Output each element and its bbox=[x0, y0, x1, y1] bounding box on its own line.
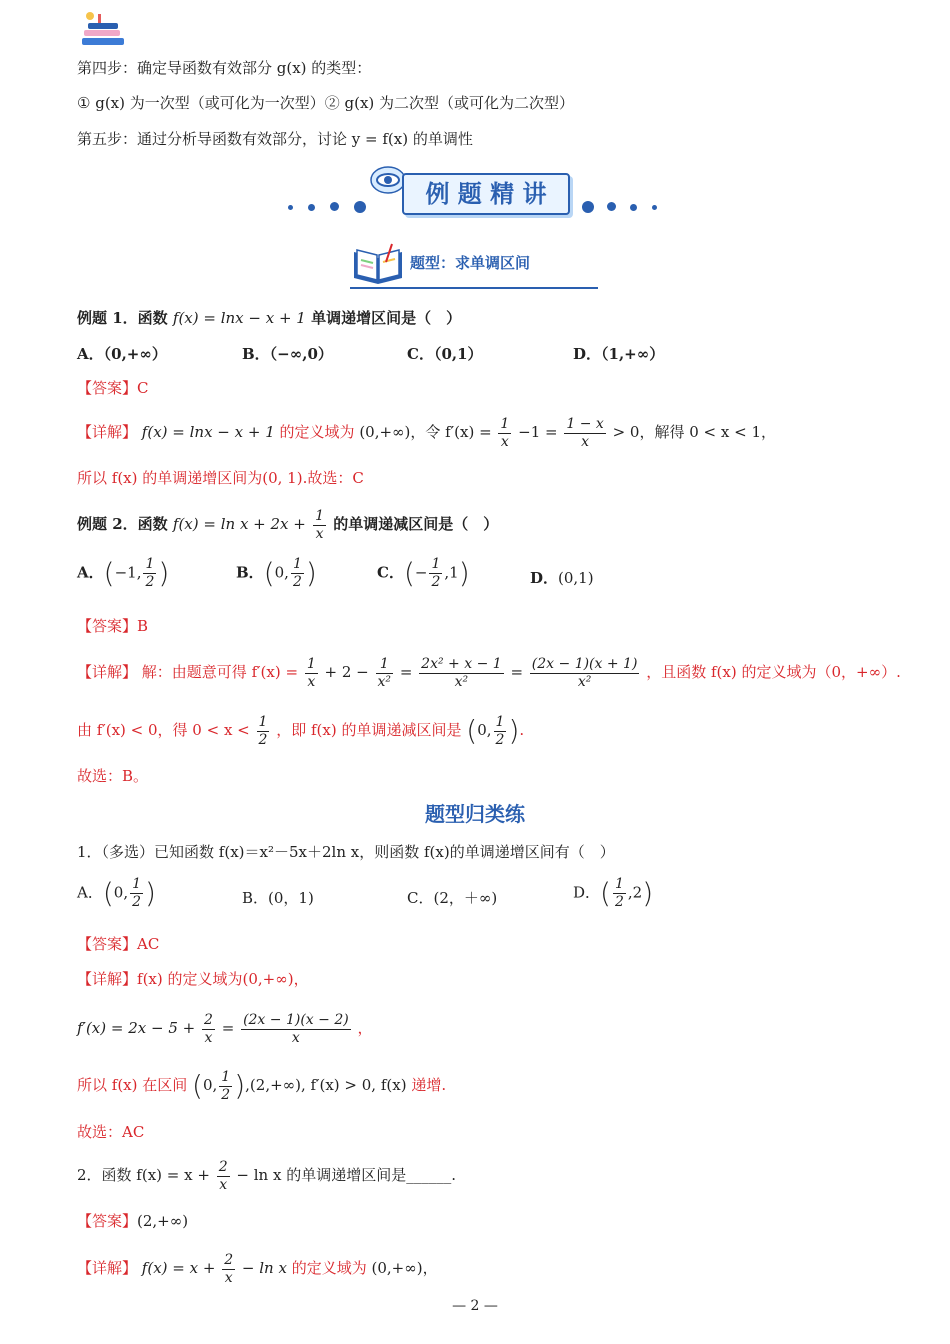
ex1-frac-1mx-over-x: $\frac{1 - x}{x}$ bbox=[566, 415, 604, 450]
p1-conclusion: 故选：AC bbox=[77, 1123, 145, 1141]
p2-detail: 【详解】 f(x) = x + $\frac{2}{x}$ − ln x 的定义域为 (0,+∞)， bbox=[77, 1251, 438, 1286]
subtitle-underline bbox=[350, 287, 598, 289]
ex2-d-frac-4: $\frac{(2x - 1)(x + 1)}{\text{x²}}$ bbox=[531, 655, 638, 690]
step4-text: 第四步：确定导函数有效部分 g(x) 的类型： bbox=[77, 59, 372, 77]
banner-dot bbox=[330, 202, 339, 211]
banner-dot bbox=[354, 201, 366, 213]
ex2-line2: 由 f′(x) < 0，得 0 < x < $\frac{1}{2}$ ，即 f(x) 的单调递减区间是 (0, $\frac{1}{2}$ ). bbox=[77, 713, 525, 748]
p1-derivative: f′(x) = 2x − 5 + $\frac{2}{x}$ = $\frac{(2x - 1)(x - 2)}{x}$ ， bbox=[77, 1011, 373, 1046]
ex2-option-c: C．(− $\frac{1}{2}$ ,1) bbox=[377, 556, 470, 590]
ex2-detail: 【详解】 解：由题意可得 f′(x) = $\frac{1}{x}$ + 2 − $\frac{1}{\text{x²}}$ = $\frac{\text{2x² + x − 1}}{\text{x²}}$ = $\frac{(2x - 1)(x + 1)}{\text{x²}}$ ，且函数 f(x) 的定义域为（0，+∞）. bbox=[77, 655, 901, 690]
banner-dot bbox=[607, 202, 616, 211]
p1-so-frac: $\frac{1}{2}$ bbox=[221, 1068, 231, 1103]
subtitle-block bbox=[350, 240, 600, 292]
ex1-option-a: A．（0,+∞） bbox=[77, 345, 167, 363]
ex2-conclusion: 故选：B。 bbox=[77, 767, 149, 785]
p1-question: 1．（多选）已知函数 f(x)＝x²－5x＋2ln x，则函数 f(x)的单调递增区间有（ ） bbox=[77, 843, 615, 861]
p1-option-b: B．(0，1) bbox=[242, 889, 314, 907]
ex1-detail: 【详解】 f(x) = lnx − x + 1 的定义域为 (0,+∞)，令 f′(x) = $\frac{1}{x}$ −1 = $\frac{1 - x}{x}$ > 0，解得 0 < x < 1， bbox=[77, 415, 776, 450]
ex1-option-b: B．（−∞,0） bbox=[242, 345, 333, 363]
p2-d-frac: $\frac{2}{x}$ bbox=[224, 1251, 234, 1286]
subtitle-text: 题型：求单调区间 bbox=[410, 254, 531, 272]
open-book-icon bbox=[350, 240, 406, 284]
ex2-l2-frac2: $\frac{1}{2}$ bbox=[495, 713, 505, 748]
ex2-option-a: A．(−1, $\frac{1}{2}$ ) bbox=[77, 556, 170, 590]
p1-option-c: C．(2，＋∞) bbox=[407, 889, 498, 907]
p1-option-a: A．(0, $\frac{1}{2}$ ) bbox=[77, 876, 156, 910]
ex1-conclusion: 所以 f(x) 的单调递增区间为(0, 1).故选：C bbox=[77, 469, 364, 487]
ex2-frac-1-over-x: $\frac{1}{x}$ bbox=[315, 507, 325, 542]
p2-question: 2．函数 f(x) = x + $\frac{2}{x}$ − ln x 的单调递增区间是______. bbox=[77, 1158, 456, 1193]
ex2-answer: 【答案】B bbox=[77, 617, 149, 635]
ex1-option-d: D．（1,+∞） bbox=[573, 345, 665, 363]
ex2-d-frac-3: $\frac{\text{2x² + x − 1}}{\text{x²}}$ bbox=[421, 655, 502, 690]
page-number: — 2 — bbox=[452, 1298, 498, 1314]
p1-deriv-frac-2: $\frac{(2x - 1)(x - 2)}{x}$ bbox=[243, 1011, 349, 1046]
books-logo-icon bbox=[78, 10, 128, 48]
banner-dot bbox=[308, 204, 315, 211]
ex2-d-frac-2: $\frac{1}{\text{x²}}$ bbox=[377, 655, 392, 690]
practice-title: 题型归类练 bbox=[425, 802, 525, 826]
p1-option-d: D．( $\frac{1}{2}$ ,2) bbox=[573, 876, 654, 910]
ex2-option-d: D．(0,1) bbox=[530, 569, 594, 587]
ex1-option-c: C．（0,1） bbox=[407, 345, 483, 363]
step4-types-text: ① g(x) 为一次型（或可化为一次型）② g(x) 为二次型（或可化为二次型） bbox=[77, 94, 575, 112]
ex1-frac-1-over-x: $\frac{1}{x}$ bbox=[500, 415, 510, 450]
step5-text: 第五步：通过分析导函数有效部分，讨论 y = f(x) 的单调性 bbox=[77, 130, 473, 148]
ex2-l2-frac: $\frac{1}{2}$ bbox=[258, 713, 268, 748]
p1-detail: 【详解】f(x) 的定义域为(0,+∞)， bbox=[77, 970, 309, 988]
example-banner bbox=[280, 165, 680, 225]
p2-answer: 【答案】(2,+∞) bbox=[77, 1212, 189, 1230]
banner-dot bbox=[582, 201, 594, 213]
p1-deriv-frac-1: $\frac{2}{x}$ bbox=[204, 1011, 213, 1046]
banner-dot bbox=[288, 205, 293, 210]
ex2-d-frac-1: $\frac{1}{x}$ bbox=[306, 655, 316, 690]
ex1-answer: 【答案】C bbox=[77, 379, 149, 397]
banner-title: 例 题 精 讲 bbox=[402, 173, 570, 215]
banner-dot bbox=[630, 204, 637, 211]
eye-icon bbox=[370, 165, 406, 195]
ex2-option-b: B．(0, $\frac{1}{2}$ ) bbox=[236, 556, 317, 590]
p1-so: 所以 f(x) 在区间 (0, $\frac{1}{2}$ ),(2,+∞), f′(x) > 0, f(x) 递增. bbox=[77, 1068, 447, 1103]
p2-q-frac: $\frac{2}{x}$ bbox=[218, 1158, 228, 1193]
ex1-question: 例题 1．函数 f(x) = lnx − x + 1 单调递增区间是（ ） bbox=[77, 309, 462, 327]
p1-answer: 【答案】AC bbox=[77, 935, 160, 953]
banner-dot bbox=[652, 205, 657, 210]
ex2-question: 例题 2．函数 f(x) = ln x + 2x + $\frac{1}{x}$ 的单调递减区间是（ ） bbox=[77, 507, 499, 542]
